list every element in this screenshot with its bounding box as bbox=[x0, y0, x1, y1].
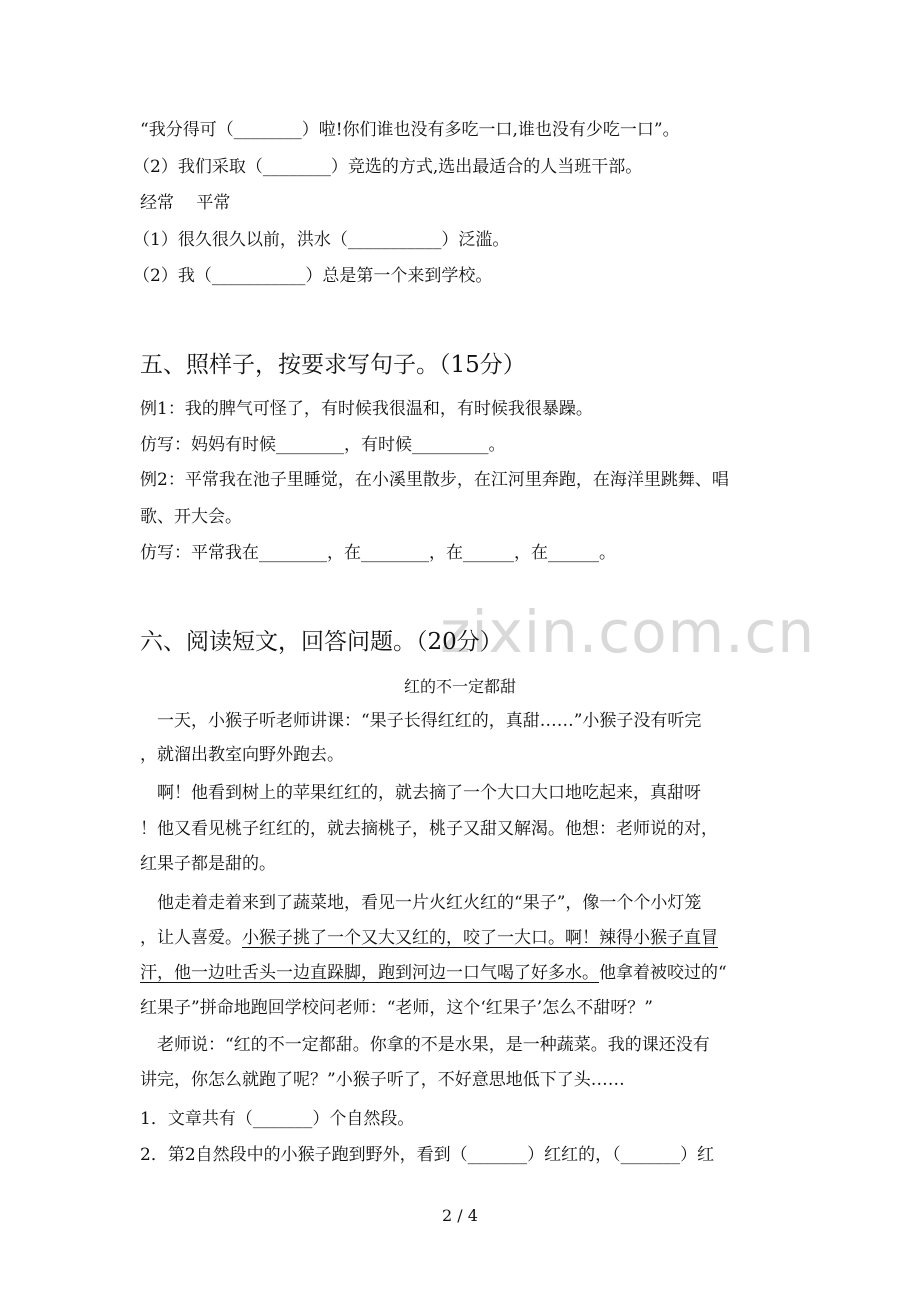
story-line bbox=[140, 961, 727, 985]
section-heading: 六、阅读短文，回答问题。（20分） bbox=[140, 629, 503, 655]
story-text: 他拿着被咬过的“ bbox=[599, 963, 727, 983]
text-line: 例2：平常我在池子里睡觉，在小溪里散步，在江河里奔跑，在海洋里跳舞、唱 bbox=[140, 470, 729, 490]
text-line: （1）很久很久以前，洪水（___________）泛滥。 bbox=[133, 230, 510, 250]
page-number: 2 / 4 bbox=[442, 1206, 478, 1225]
story-line: 红果子”拼命地跑回学校问老师：“老师，这个‘红果子’怎么不甜呀？” bbox=[140, 998, 653, 1018]
story-line: 啊！他看到树上的苹果红红的，就去摘了一个大口大口地吃起来，真甜呀 bbox=[140, 783, 701, 803]
story-line bbox=[140, 926, 718, 950]
story-line: 红果子都是甜的。 bbox=[140, 854, 276, 874]
story-line: ！他又看见桃子红红的，就去摘桃子，桃子又甜又解渴。他想：老师说的对， bbox=[140, 819, 718, 839]
text-line: 歌、开大会。 bbox=[140, 507, 242, 527]
text-line: （2）我们采取（________）竞选的方式,选出最适合的人当班干部。 bbox=[133, 157, 643, 177]
story-line: ，就溜出教室向野外跑去。 bbox=[140, 745, 344, 765]
text-line: 仿写：平常我在________，在________，在______，在______。 bbox=[140, 543, 616, 563]
story-title: 红的不一定都甜 bbox=[403, 677, 516, 696]
underlined-text: 小猴子挑了一个又大又红的，咬了一大口。啊！辣得小猴子直冒 bbox=[242, 928, 718, 948]
story-line: 一天，小猴子听老师讲课：“果子长得红红的，真甜……”小猴子没有听完 bbox=[140, 711, 702, 731]
text-line: 经常 平常 bbox=[140, 193, 231, 213]
text-line: 仿写：妈妈有时候________，有时候_________。 bbox=[140, 435, 506, 455]
text-line: 例1：我的脾气可怪了，有时候我很温和，有时候我很暴躁。 bbox=[140, 399, 593, 419]
watermark: zixin.com.cn bbox=[440, 598, 816, 666]
underlined-text: 汗，他一边吐舌头一边直跺脚，跑到河边一口气喝了好多水。 bbox=[140, 963, 599, 983]
story-line: 老师说：“红的不一定都甜。你拿的不是水果，是一种蔬菜。我的课还没有 bbox=[140, 1035, 710, 1055]
story-line: 讲完，你怎么就跑了呢？”小猴子听了，不好意思地低下了头…… bbox=[140, 1070, 625, 1090]
text-line: （2）我（___________）总是第一个来到学校。 bbox=[133, 266, 493, 286]
question: 2．第2自然段中的小猴子跑到野外，看到（_______）红红的，（_______）红 bbox=[140, 1145, 715, 1165]
text-line: “我分得可（________）啦!你们谁也没有多吃一口,谁也没有少吃一口”。 bbox=[140, 120, 680, 140]
section-heading: 五、照样子，按要求写句子。（15分） bbox=[140, 352, 526, 378]
story-line: 他走着走着来到了蔬菜地，看见一片火红火红的“果子”，像一个个小灯笼 bbox=[140, 893, 702, 913]
story-text: ，让人喜爱。 bbox=[140, 928, 242, 948]
question: 1．文章共有（_______）个自然段。 bbox=[140, 1109, 415, 1129]
